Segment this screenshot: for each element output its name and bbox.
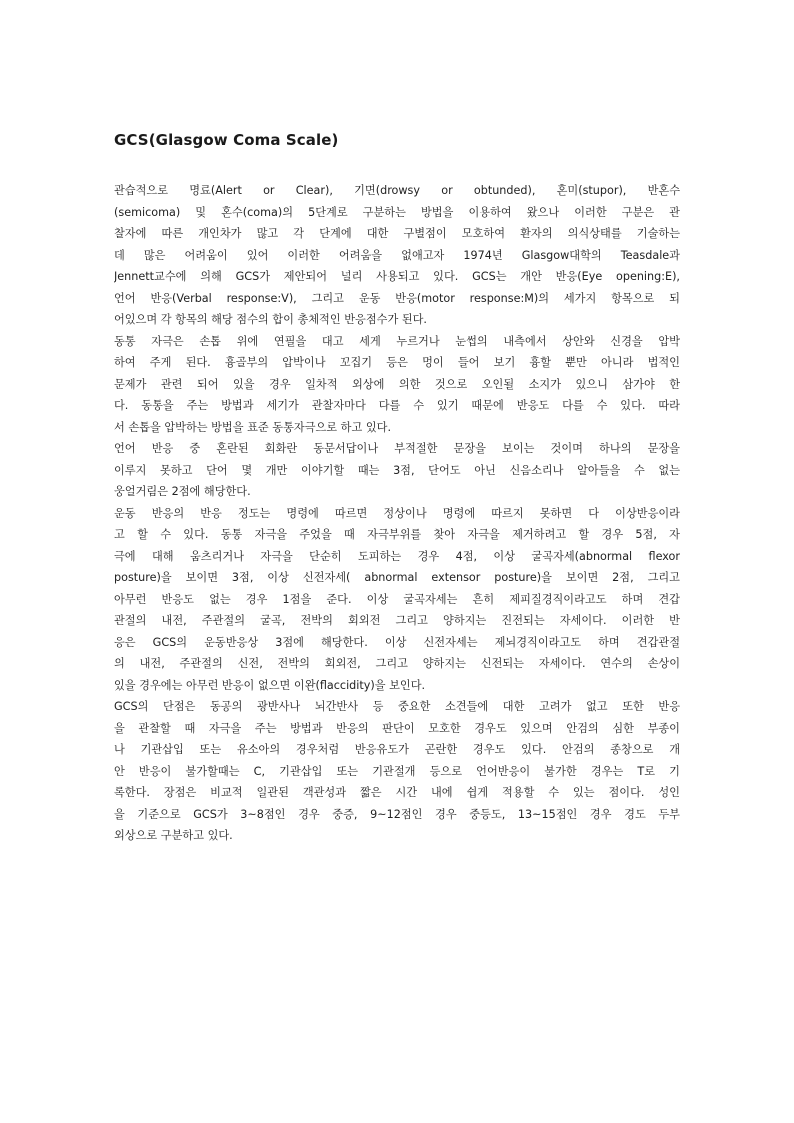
body-line: 문제가 관련 되어 있을 경우 일차적 외상에 의한 것으로 오인될 소지가 있으니 삼가야 한	[114, 377, 680, 391]
body-line: 언어 반응 중 혼란된 회화란 동문서답이나 부적절한 문장을 보이는 것이며 하나의 문장을	[114, 442, 680, 455]
body-line: 서 손톱을 압박하는 방법을 표준 동통자극으로 하고 있다.	[114, 420, 392, 434]
document-title: GCS(Glasgow Coma Scale)	[114, 131, 339, 149]
body-line: 어있으며 각 항목의 해당 점수의 합이 총체적인 반응점수가 된다.	[114, 313, 427, 326]
body-line: 관절의 내전, 주관절의 굴곡, 전박의 회외전 그리고 양하지는 진전되는 자세이다. 이러한 반	[114, 614, 680, 627]
body-line: 의 내전, 주관절의 신전, 전박의 회외전, 그리고 양하지는 신전되는 자세이다. 연수의 손상이	[114, 657, 680, 670]
body-line: 있을 경우에는 아무런 반응이 없으면 이완(flaccidity)을 보인다.	[114, 678, 426, 692]
body-line: 아무런 반응도 없는 경우 1점을 준다. 이상 굴곡자세는 흔히 제피질경직이라고도 하며 견갑	[114, 592, 680, 606]
body-line: 언어 반응(Verbal response:V), 그리고 운동 반응(motor response:M)의 세가지 항목으로 되	[114, 291, 680, 305]
body-line: 이루지 못하고 단어 몇 개만 이야기할 때는 3점, 단어도 아닌 신음소리나 알아들을 수 없는	[114, 463, 680, 477]
body-line: 을 기준으로 GCS가 3~8점인 경우 중증, 9~12점인 경우 중등도, 13~15점인 경우 경도 두부	[114, 807, 680, 821]
body-line: 동통 자극은 손톱 위에 연필을 대고 세게 누르거나 눈썹의 내측에서 상안와 신경을 압박	[114, 334, 680, 348]
body-line: 하여 주게 된다. 흉골부의 압박이나 꼬집기 등은 멍이 들어 보기 흉할 뿐만 아니라 법적인	[114, 356, 680, 369]
body-line: 웅얼거림은 2점에 해당한다.	[114, 485, 251, 498]
body-line: 외상으로 구분하고 있다.	[114, 829, 233, 842]
body-line: (semicoma) 및 혼수(coma)의 5단계로 구분하는 방법을 이용하여 왔으나 이러한 구분은 관	[114, 205, 680, 219]
body-line: 다. 동통을 주는 방법과 세기가 관찰자마다 다를 수 있기 때문에 반응도 다를 수 있다. 따라	[114, 399, 680, 412]
body-line: GCS의 단점은 동공의 광반사나 뇌간반사 등 중요한 소견들에 대한 고려가 없고 또한 반응	[114, 700, 680, 713]
body-line: Jennett교수에 의해 GCS가 제안되어 널리 사용되고 있다. GCS는 개안 반응(Eye opening:E),	[114, 270, 680, 283]
body-line: 운동 반응의 반응 정도는 명령에 따르면 정상이나 명령에 따르지 못하면 다 이상반응이라	[114, 506, 680, 520]
body-line: 나 기관삽입 또는 유소아의 경우처럼 반응유도가 곤란한 경우도 있다. 안검의 종창으로 개	[114, 743, 680, 756]
body-line: 안 반응이 불가할때는 C, 기관삽입 또는 기관절개 등으로 언어반응이 불가한 경우는 T로 기	[114, 764, 680, 778]
body-line: 데 많은 어려움이 있어 이러한 어려움을 없애고자 1974년 Glasgow대학의 Teasdale과	[114, 248, 680, 262]
body-line: 을 관찰할 때 자극을 주는 방법과 반응의 판단이 모호한 경우도 있으며 안검의 심한 부종이	[114, 721, 680, 735]
body-line: 극에 대해 움츠리거나 자극을 단순히 도피하는 경우 4점, 이상 굴곡자세(abnormal flexor	[114, 549, 680, 563]
document-body	[114, 180, 680, 847]
body-line: 록한다. 장점은 비교적 일관된 객관성과 짧은 시간 내에 쉽게 적용할 수 있는 점이다. 성인	[114, 786, 680, 799]
body-line: 관습적으로 명료(Alert or Clear), 기면(drowsy or obtunded), 혼미(stupor), 반혼수	[114, 184, 680, 197]
body-line: posture)을 보이면 3점, 이상 신전자세( abnormal extensor posture)을 보이면 2점, 그리고	[114, 571, 680, 584]
body-line: 찰자에 따른 개인차가 많고 각 단계에 대한 구별점이 모호하여 환자의 의식상태를 기술하는	[114, 227, 680, 240]
body-line: 고 할 수 있다. 동통 자극을 주었을 때 자극부위를 찾아 자극을 제거하려고 할 경우 5점, 자	[114, 528, 680, 541]
body-line: 응은 GCS의 운동반응상 3점에 해당한다. 이상 신전자세는 제뇌경직이라고도 하며 견갑관절	[114, 635, 680, 649]
